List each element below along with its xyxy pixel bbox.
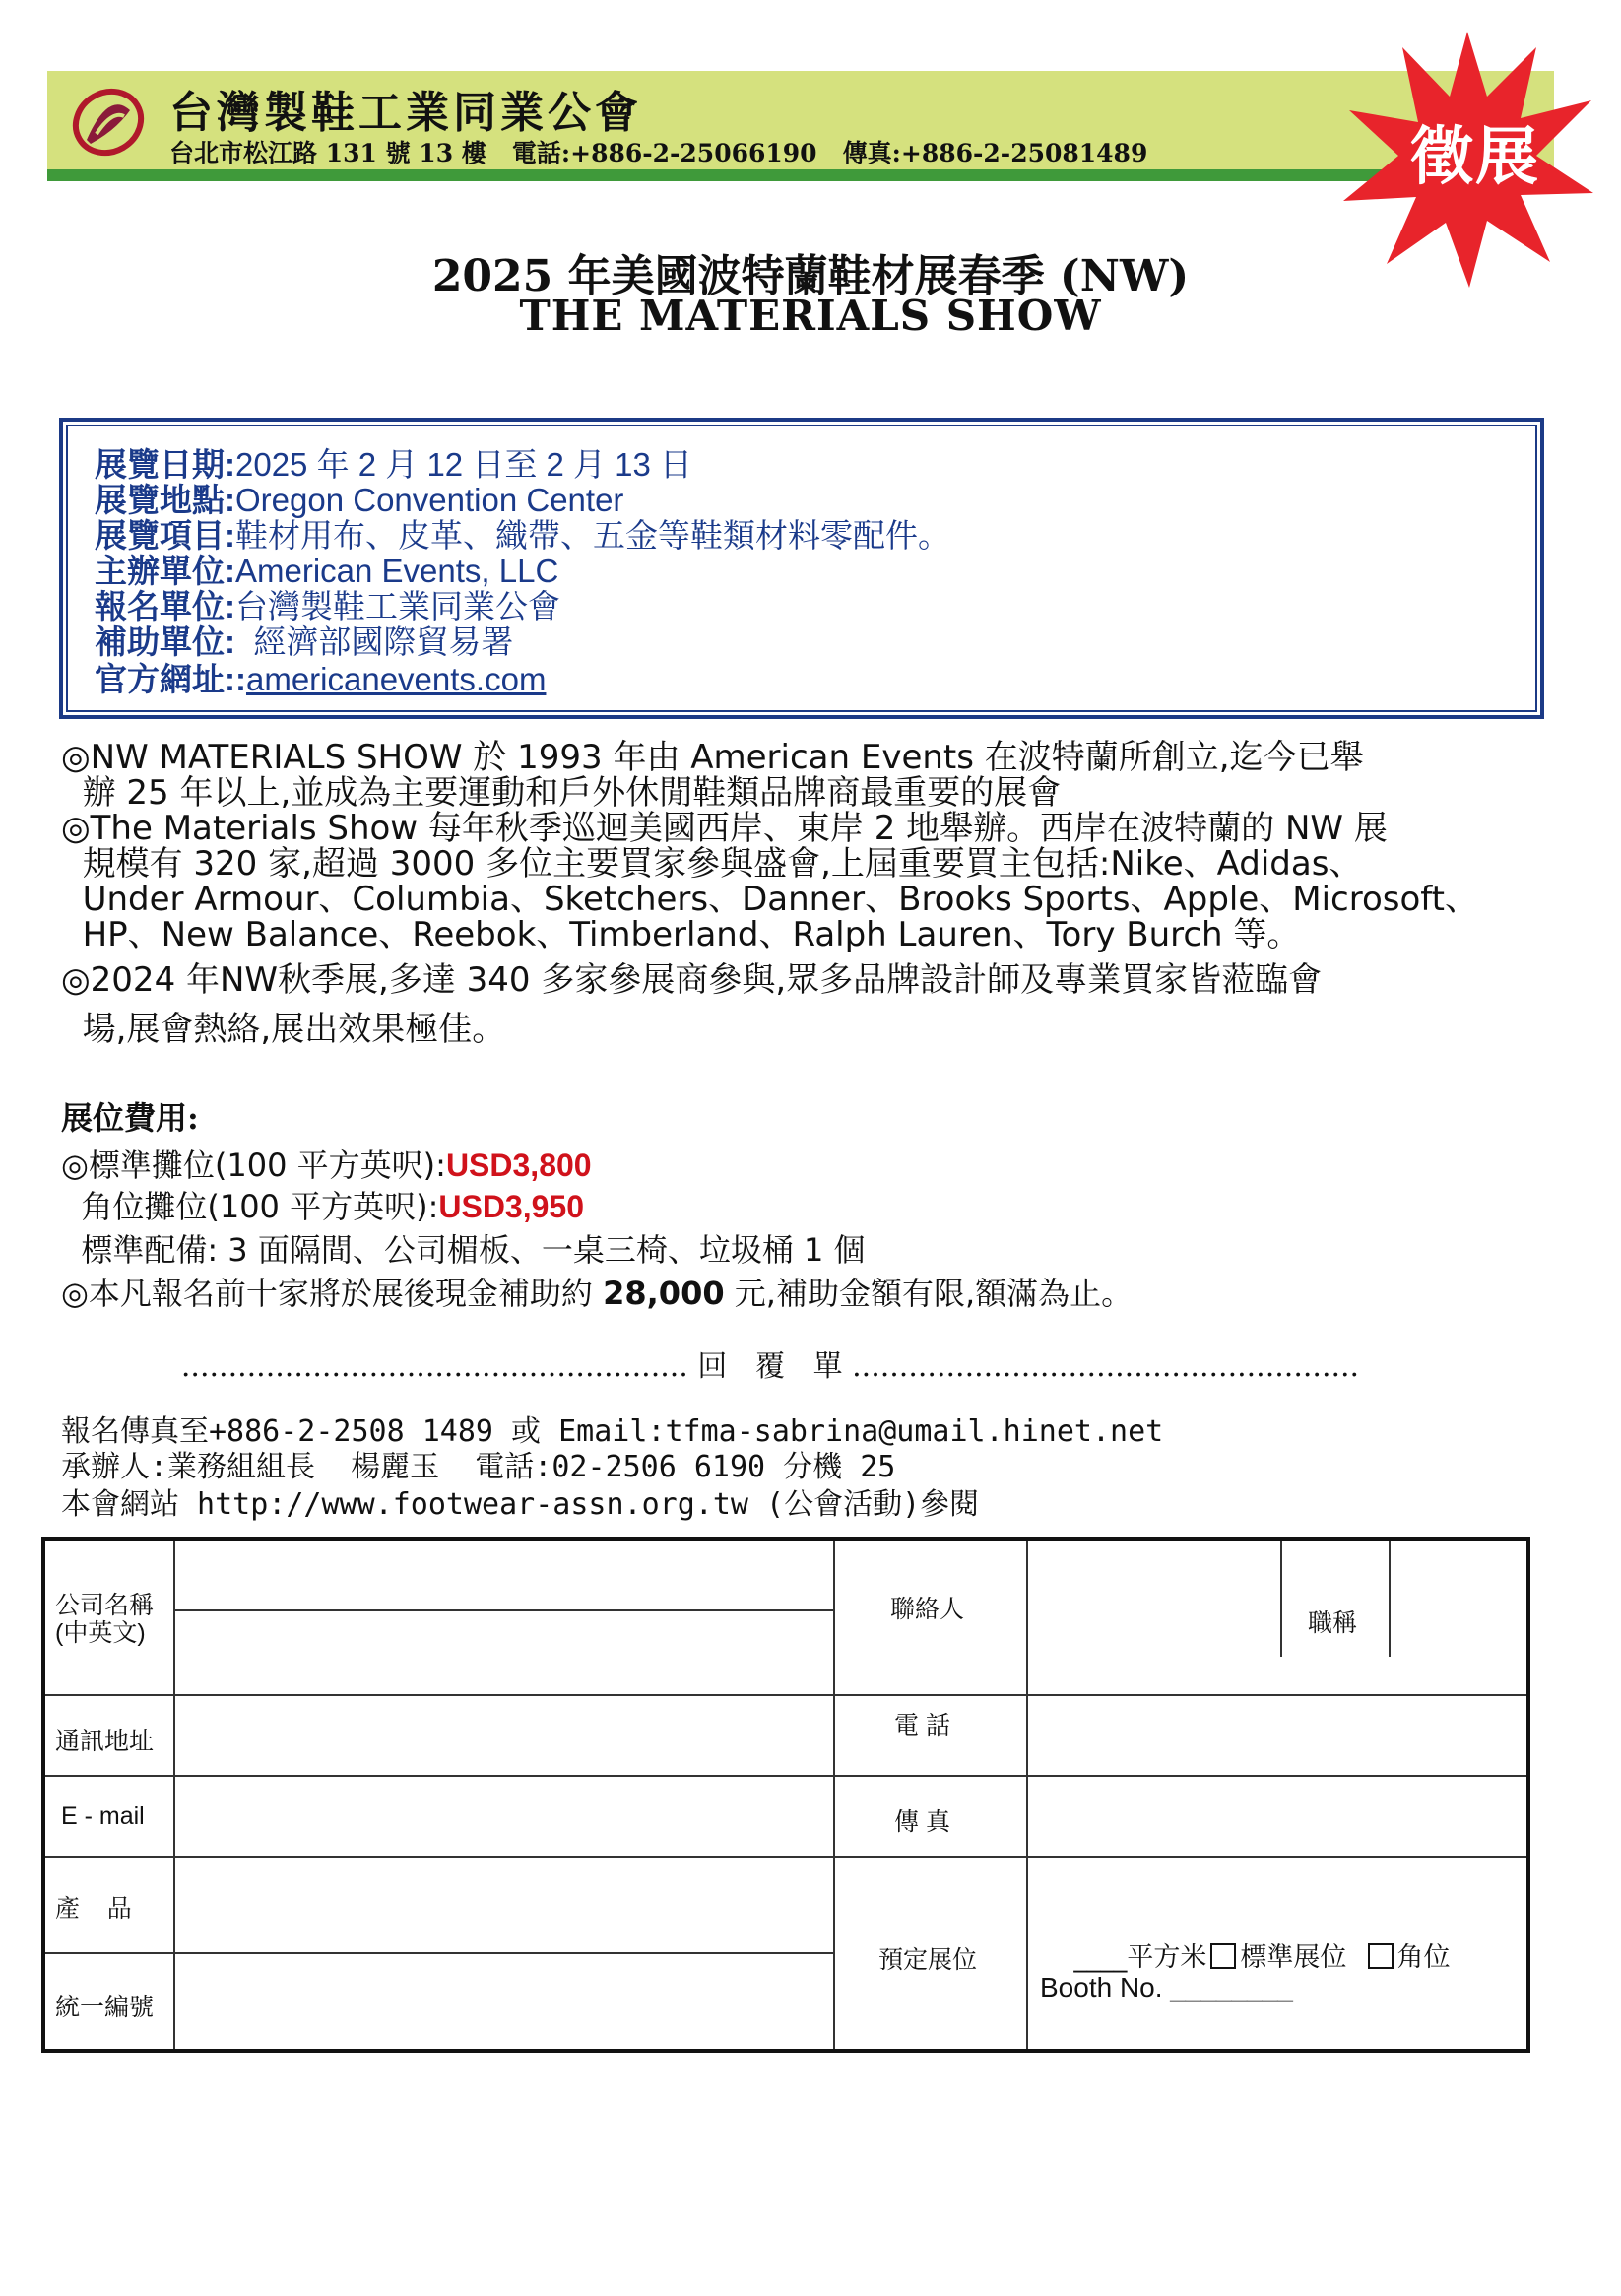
company-name-field-2[interactable] (175, 1611, 831, 1692)
booth-sqm-blank[interactable]: ____平方米 (1073, 1942, 1207, 1973)
paragraph-2-line-2: 規模有 320 家,超過 3000 多位主要買家參與盛會,上屆重要買主包括:Nike、Adidas、 (61, 844, 1363, 884)
fee-standard (61, 1141, 592, 1186)
fee-subsidy-amount: 28,000 (603, 1275, 725, 1312)
booth-standard-checkbox[interactable] (1210, 1943, 1236, 1969)
form-booth-label: 預定展位 (878, 1946, 978, 1974)
job-title-field[interactable] (1391, 1542, 1526, 1692)
info-website-link[interactable]: americanevents.com (245, 661, 547, 697)
info-items-label: 展覽項目: (95, 517, 235, 554)
reply-slip-divider: ...................................................... 回 覆 單 ...................................................... (180, 1349, 1360, 1384)
stamp-text: 徵展 (1410, 121, 1540, 194)
fee-subsidy (61, 1269, 1133, 1314)
info-items-value: 鞋材用布、皮革、織帶、五金等鞋類材料零配件。 (235, 517, 950, 554)
header-bottom-bar (47, 169, 1554, 181)
form-phone-label: 電 話 (894, 1712, 950, 1739)
phone-field[interactable] (1028, 1696, 1526, 1773)
form-job-title-label: 職稱 (1308, 1609, 1358, 1637)
contact-person-field[interactable] (1028, 1542, 1278, 1692)
info-organizer-value: American Events, LLC (235, 553, 559, 589)
info-date-label: 展覽日期: (95, 446, 235, 483)
fee-corner (61, 1182, 584, 1227)
booth-number-field[interactable]: Booth No. ________ (1040, 1972, 1293, 2002)
info-registration-label: 報名單位: (95, 588, 235, 624)
fee-corner-price: USD3,950 (438, 1189, 584, 1224)
fee-subsidy-pre: ◎本凡報名前十家將於展後現金補助約 (61, 1275, 604, 1312)
paragraph-3-line-2: 場,展會熱絡,展出效果極佳。 (61, 1010, 506, 1049)
page-title-zh: 2025 年美國波特蘭鞋材展春季 (NW) (431, 251, 1190, 301)
info-sponsor-value: 經濟部國際貿易署 (235, 623, 514, 660)
email-field[interactable] (175, 1777, 831, 1854)
form-company-label: 公司名稱 (中英文) (55, 1592, 155, 1647)
exhibition-info-box (59, 418, 1544, 719)
paragraph-1-line-2: 辦 25 年以上,並成為主要運動和戶外休閒鞋類品牌商最重要的展會 (61, 773, 1062, 813)
company-name-field-1[interactable] (175, 1542, 831, 1607)
address-field[interactable] (175, 1696, 831, 1773)
paragraph-2-line-1: ◎The Materials Show 每年秋季巡迴美國西岸、東岸 2 地舉辦。西岸在波特蘭的 NW 展 (61, 809, 1388, 848)
form-contact-person-label: 聯絡人 (890, 1596, 965, 1623)
fee-subsidy-post: 元,補助金額有限,額滿為止。 (724, 1275, 1134, 1312)
form-email-label: E - mail (61, 1803, 145, 1830)
tax-id-field[interactable] (175, 1954, 831, 2049)
booth-corner-checkbox[interactable] (1368, 1943, 1394, 1969)
reply-website-line: 本會網站 http://www.footwear-assn.org.tw (公會活動)參閱 (61, 1487, 980, 1522)
booth-corner-label: 角位 (1396, 1942, 1451, 1973)
booth-standard-label: 標準展位 (1240, 1942, 1347, 1973)
paragraph-2-line-4: HP、New Balance、Reebok、Timberland、Ralph Lauren、Tory Burch 等。 (61, 915, 1301, 954)
form-address-label: 通訊地址 (55, 1728, 155, 1755)
form-product-label: 產 品 (55, 1895, 132, 1923)
info-organizer-label: 主辦單位: (95, 553, 235, 589)
reply-contact-line: 承辦人:業務組組長 楊麗玉 電話:02-2506 6190 分機 25 (61, 1450, 896, 1484)
form-fax-label: 傳 真 (894, 1808, 950, 1836)
info-venue-label: 展覽地點: (95, 482, 235, 518)
info-registration-value: 台灣製鞋工業同業公會 (235, 588, 560, 624)
association-logo-icon (67, 81, 150, 164)
info-website (95, 654, 546, 700)
fax-field[interactable] (1028, 1777, 1526, 1854)
info-date-value: 2025 年 2 月 12 日至 2 月 13 日 (235, 446, 693, 483)
reply-fax-line: 報名傳真至+886-2-2508 1489 或 Email:tfma-sabrina@umail.hinet.net (61, 1414, 1164, 1449)
association-name: 台灣製鞋工業同業公會 (169, 88, 642, 138)
info-sponsor-label: 補助單位: (95, 623, 235, 660)
fee-equipment: 標準配備: 3 面隔間、公司楣板、一桌三椅、垃圾桶 1 個 (61, 1231, 866, 1269)
info-venue-value: Oregon Convention Center (235, 482, 624, 518)
product-field[interactable] (175, 1858, 831, 1950)
paragraph-2-line-3: Under Armour、Columbia、Sketchers、Danner、Brooks Sports、Apple、Microsoft、 (61, 880, 1478, 919)
form-tax-id-label: 統一編號 (55, 1994, 155, 2021)
fee-corner-label: 角位攤位(100 平方英呎): (61, 1188, 439, 1225)
paragraph-1-line-1: ◎NW MATERIALS SHOW 於 1993 年由 American Events 在波特蘭所創立,迄今已舉 (61, 738, 1364, 777)
fee-heading: 展位費用: (61, 1099, 199, 1137)
page-title-en: THE MATERIALS SHOW (519, 292, 1102, 340)
association-contact: 台北市松江路 131 號 13 樓 電話:+886-2-25066190 傳真:+886-2-25081489 (169, 139, 1148, 167)
fee-standard-price: USD3,800 (445, 1148, 592, 1183)
fee-standard-label: ◎標準攤位(100 平方英呎): (61, 1147, 446, 1184)
paragraph-3-line-1: ◎2024 年NW秋季展,多達 340 多家參展商參與,眾多品牌設計師及專業買家皆蒞臨會 (61, 960, 1323, 1000)
info-website-label: 官方網址:: (95, 661, 246, 697)
registration-form-table (41, 1537, 1530, 2053)
